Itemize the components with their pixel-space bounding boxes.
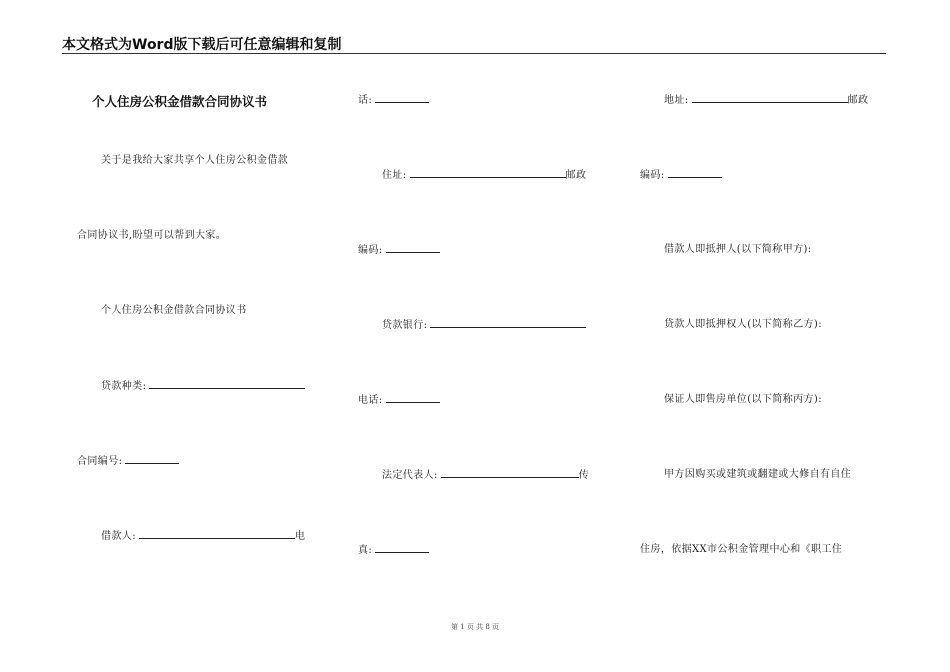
borrower-phone-label: 话:	[358, 95, 373, 106]
borrower-postcode-label: 编码:	[358, 245, 383, 256]
seller-postcode-label: 编码:	[640, 170, 665, 181]
document-header: 本文格式为Word版下载后可任意编辑和复制	[62, 37, 342, 53]
bank-fax-label: 真:	[358, 545, 373, 556]
lending-bank-field	[382, 318, 586, 333]
loan-type-label: 贷款种类:	[101, 381, 147, 392]
loan-type-field	[101, 379, 305, 394]
borrower-phone-field	[358, 93, 429, 108]
borrower-postcode-blank	[386, 243, 440, 253]
legal-representative-label: 法定代表人:	[382, 470, 438, 481]
party-c-definition: 保证人即售房单位(以下简称丙方):	[664, 394, 822, 405]
legal-representative-tail: 传	[578, 470, 590, 481]
bank-phone-label: 电话:	[358, 395, 383, 406]
seller-postcode-blank	[668, 168, 722, 178]
legal-representative-blank	[441, 468, 579, 478]
lending-bank-blank	[430, 318, 586, 328]
intro-line-1: 关于是我给大家共享个人住房公积金借款	[101, 155, 289, 166]
borrower-postcode-field	[358, 243, 440, 258]
party-a-definition: 借款人即抵押人(以下简称甲方):	[664, 244, 812, 255]
borrower-address-blank	[410, 168, 566, 178]
loan-type-blank	[149, 379, 305, 389]
seller-address-field	[664, 93, 868, 108]
contract-subtitle: 个人住房公积金借款合同协议书	[101, 305, 247, 316]
borrower-address-tail: 邮政	[565, 170, 587, 181]
borrower-blank	[139, 529, 295, 539]
party-b-definition: 贷款人即抵押权人(以下简称乙方):	[664, 319, 822, 330]
seller-address-label: 地址:	[664, 95, 689, 106]
borrower-field	[101, 529, 305, 544]
bank-fax-field	[358, 543, 429, 558]
borrower-line-tail: 电	[294, 531, 306, 542]
contract-number-label: 合同编号:	[77, 456, 123, 467]
bank-phone-blank	[386, 393, 440, 403]
seller-postcode-field	[640, 168, 722, 183]
bank-phone-field	[358, 393, 440, 408]
body-text-line-1: 甲方因购买或建筑或翻建或大修自有自住	[664, 469, 852, 480]
seller-address-blank	[692, 93, 848, 103]
document-title: 个人住房公积金借款合同协议书	[92, 94, 268, 109]
contract-number-blank	[125, 454, 179, 464]
borrower-phone-blank	[375, 93, 429, 103]
bank-fax-blank	[375, 543, 429, 553]
borrower-address-field	[382, 168, 586, 183]
contract-number-field	[77, 454, 179, 469]
lending-bank-label: 贷款银行:	[382, 320, 428, 331]
borrower-address-label: 住址:	[382, 170, 407, 181]
seller-address-tail: 邮政	[847, 95, 869, 106]
intro-line-2: 合同协议书,盼望可以帮到大家。	[77, 230, 227, 241]
body-text-line-2: 住房，依据XX市公积金管理中心和《职工住	[640, 544, 843, 555]
page-number: 第 1 页 共 8 页	[450, 623, 500, 631]
legal-representative-field	[382, 468, 589, 483]
borrower-label: 借款人:	[101, 531, 136, 542]
header-divider	[62, 53, 886, 54]
